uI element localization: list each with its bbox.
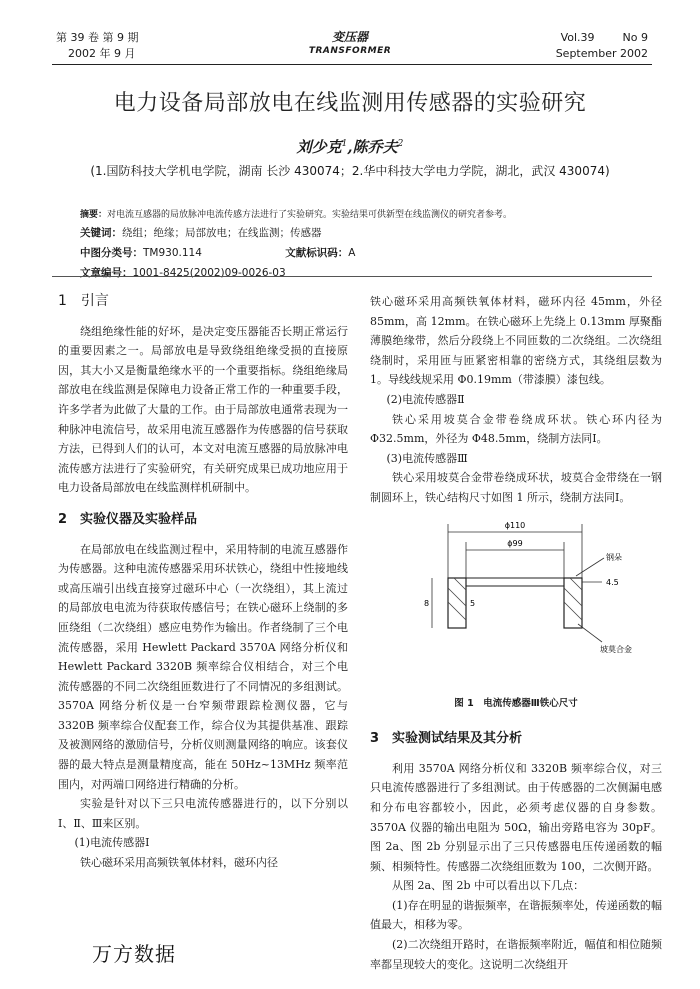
header-left <box>56 30 138 62</box>
paragraph-sensor-1: 铁心磁环采用高频铁氧体材料，磁环内径 45mm，外径 85mm，高 12mm。在铁心磁环上先绕上 0.13mm 厚聚酯薄膜绝缘带，然后分段绕上不同匝数的二次绕组。二次绕组绕制时，采用匝与匝紧密相靠的密绕方式，其绕组层数为 1。导线线规采用 Φ0.19mm（带漆膜）漆包线。 <box>370 295 662 387</box>
header-right <box>556 30 648 62</box>
journal-name-cn: 变压器 <box>331 30 368 44</box>
paragraph-instruments: 在局部放电在线监测过程中，采用特制的电流互感器作为传感器。这种电流传感器采用环状铁心，绕组中性接地线或高压端引出线直接穿过磁环中心（一次绕组），其上流过的局部放电电流为待获取传感信号；在铁心磁环上绕制的多匝绕组（二次绕组）感应电势作为输出。作者绕制了三个电流传感器，采用 Hewlett Packard 3570A 网络分析仪和 Hewlett Packard 3320B 频率综合仪相结合，对三个电流传感器的不同二次绕组匝数进行了不同情况的多组测试。3570A 网络分析仪是一台窄频带跟踪检测仪器，它与 3320B 频率综合仪配套工作，综合仪为其提供基准、跟踪及被测网络的激励信号，分析仪则测量网络的响应。该套仪器的最大特点是测量精度高，能在 50Hz~13MHz 频率范围内，对两端口网络进行精确的分析。 <box>58 542 348 791</box>
article-no-value: 1001-8425(2002)09-0026-03 <box>132 267 286 279</box>
page-header <box>0 0 700 60</box>
journal-masthead <box>300 30 400 58</box>
paragraph-samples: 实验是针对以下三只电流传感器进行的，以下分别以Ⅰ、Ⅱ、Ⅲ来区别。 <box>58 797 348 830</box>
affiliation: (1.国防科技大学机电学院，湖南 长沙 430074；2.华中科技大学电力学院，湖北，武汉 430074) <box>90 164 610 178</box>
abstract <box>80 205 630 225</box>
abstract-text: 对电流互感器的局放脉冲电流传感方法进行了实验研究。实验结果可供新型在线监测仪的研究者参考。 <box>107 210 513 220</box>
left-column <box>58 292 348 873</box>
dim-inner-label: ϕ99 <box>507 538 523 548</box>
paragraph-sensor-3: 铁心采用坡莫合金带卷绕成环状，坡莫合金带绕在一钢制圆环上，铁心结构尺寸如图 1 所示，绕制方法同Ⅰ。 <box>370 471 662 504</box>
abstract-label: 摘要： <box>80 210 108 220</box>
date-en: September 2002 <box>555 47 648 60</box>
core-dimension-drawing <box>370 512 662 672</box>
volume-cn: 第 39 卷 第 9 期 <box>56 31 139 44</box>
label-alloy: 坡莫合金 <box>600 644 632 654</box>
keywords-text: 绕组；绝缘；局部放电；在线监测；传感器 <box>122 227 322 239</box>
author-1-mark: 1 <box>341 139 348 149</box>
paragraph-sensor-2: 铁心采用坡莫合金带卷绕成环状。铁心环内径为 Φ32.5mm，外径为 Φ48.5mm，绕制方法同Ⅰ。 <box>370 412 662 446</box>
wanfang-logo: 万方数据 <box>92 942 176 966</box>
paper-title: 电力设备局部放电在线监测用传感器的实验研究 <box>113 91 587 116</box>
right-column <box>370 292 662 974</box>
issue-en: No 9 <box>622 31 648 44</box>
dim-height-inner: 5 <box>470 598 476 608</box>
sensor-2-heading: (2)电流传感器Ⅱ <box>386 392 465 406</box>
paragraph-observations: 从图 2a、图 2b 中可以看出以下几点： <box>392 879 585 893</box>
section-heading-2: 2 实验仪器及实验样品 <box>58 511 198 527</box>
section-heading-3: 3 实验测试结果及其分析 <box>370 731 523 747</box>
header-rule <box>52 64 652 65</box>
journal-name-en: TRANSFORMER <box>308 46 392 56</box>
section-heading-1: 1 引言 <box>58 293 109 309</box>
keywords-label: 关键词： <box>80 227 122 239</box>
dim-thickness: 4.5 <box>606 577 619 587</box>
dim-outer-label: ϕ110 <box>504 520 526 530</box>
classification-row <box>80 243 630 283</box>
figure-1-caption: 图 1 电流传感器Ⅲ铁心尺寸 <box>454 697 578 709</box>
article-no-label: 文章编号： <box>80 267 133 279</box>
author-line <box>0 136 700 157</box>
keywords <box>80 223 630 243</box>
meta-divider <box>52 276 652 277</box>
figure-1 <box>370 512 662 692</box>
paragraph-results: 利用 3570A 网络分析仪和 3320B 频率综合仪，对三只电流传感器进行了多组测试。由于传感器的二次侧漏电感和分布电容都较小，因此，必须考虑仪器的自身参数。3570A 仪器的输出电阻为 50Ω，输出旁路电容为 30pF。图 2a、图 2b 分别显示出了三只传感器电压传递函数的幅频、相频特性。传感器二次绕组匝数为 100，二次侧开路。 <box>370 761 662 873</box>
paragraph-sensor-1-start: 铁心磁环采用高频铁氧体材料，磁环内径 <box>80 856 278 870</box>
clc-label: 中图分类号： <box>80 247 143 259</box>
author-2-mark: 2 <box>397 139 404 149</box>
paragraph-intro: 绕组绝缘性能的好坏，是决定变压器能否长期正常运行的重要因素之一。局部放电是导致绕组绝缘受损的直接原因，其大小又是衡量绝缘水平的一个重要指标。绕组绝缘局部放电在线监测是保障电力设备正常工作的一种重要手段，许多学者为此做了大量的工作。由于局部放电通常表现为一种脉冲电流信号，故采用电流互感器作为传感器的信号获取方法，已得到人们的认可，本文对电流互感器的局放脉冲电流传感方法进行了实验研究，有关研究成果已成功地应用于电力设备局部放电在线监测样机研制中。 <box>58 324 348 495</box>
date-cn: 2002 年 9 月 <box>68 47 136 60</box>
clc-value: TM930.114 <box>143 247 202 259</box>
dim-height-outer: 8 <box>424 598 430 608</box>
sensor-1-heading: (1)电流传感器Ⅰ <box>74 836 150 850</box>
author-2: 陈乔夫 <box>352 138 398 156</box>
paragraph-point-1: (1)存在明显的谐振频率，在谐振频率处，传递函数的幅值最大，相移为零。 <box>370 898 662 932</box>
author-1: 刘少克 <box>296 138 342 156</box>
paragraph-point-2: (2)二次绕组开路时，在谐振频率附近，幅值和相位随频率都呈现较大的变化。这说明二次绕组开 <box>370 938 662 971</box>
steel-ring <box>466 578 564 586</box>
volume-en: Vol.39 <box>560 31 595 44</box>
doc-code-value: A <box>348 247 356 259</box>
doc-code-label: 文献标识码： <box>285 247 349 259</box>
label-steel: 钢朵 <box>606 552 622 562</box>
author-separator: , <box>347 138 353 156</box>
sensor-3-heading: (3)电流传感器Ⅲ <box>386 451 468 465</box>
